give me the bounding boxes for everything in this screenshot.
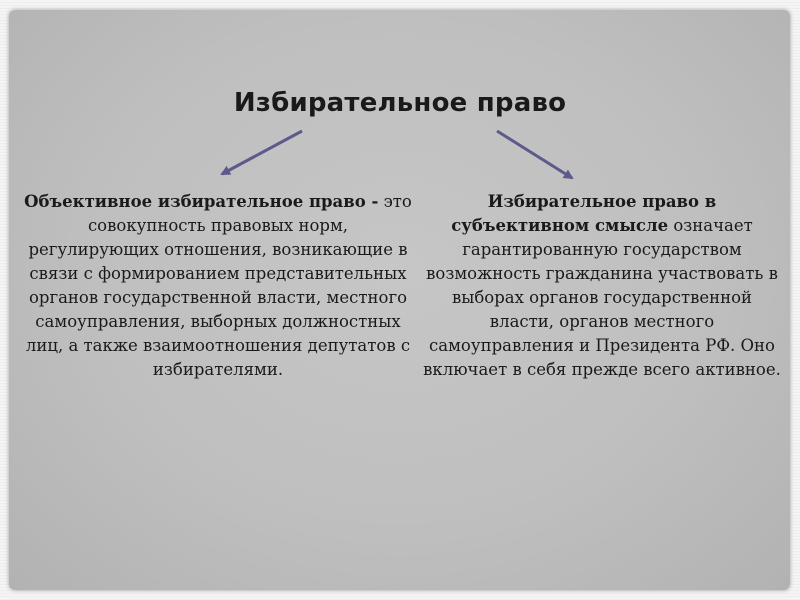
arrow-right: [497, 131, 572, 178]
arrow-left: [222, 131, 302, 174]
subjective-right-block: [418, 190, 786, 382]
objective-right-term: Объективное избирательное право -: [24, 192, 379, 211]
subjective-right-definition: означает гарантированную государством возможность гражданина участвовать в выборах органов государственной власти, органов местного самоуправления и Президента РФ. Оно включает в себя прежде всего активное.: [423, 216, 781, 379]
subjective-right-term: Избирательное право в субъективном смысле: [451, 192, 717, 235]
objective-right-definition: это совокупность правовых норм, регулирующих отношения, возникающие в связи с формированием представительных органов государственной власти, местного самоуправления, выборных должностных лиц, а также взаимоотношения депутатов с избирателями.: [25, 192, 412, 379]
objective-right-block: [22, 190, 414, 382]
diagram-title: Избирательное право: [233, 88, 567, 118]
